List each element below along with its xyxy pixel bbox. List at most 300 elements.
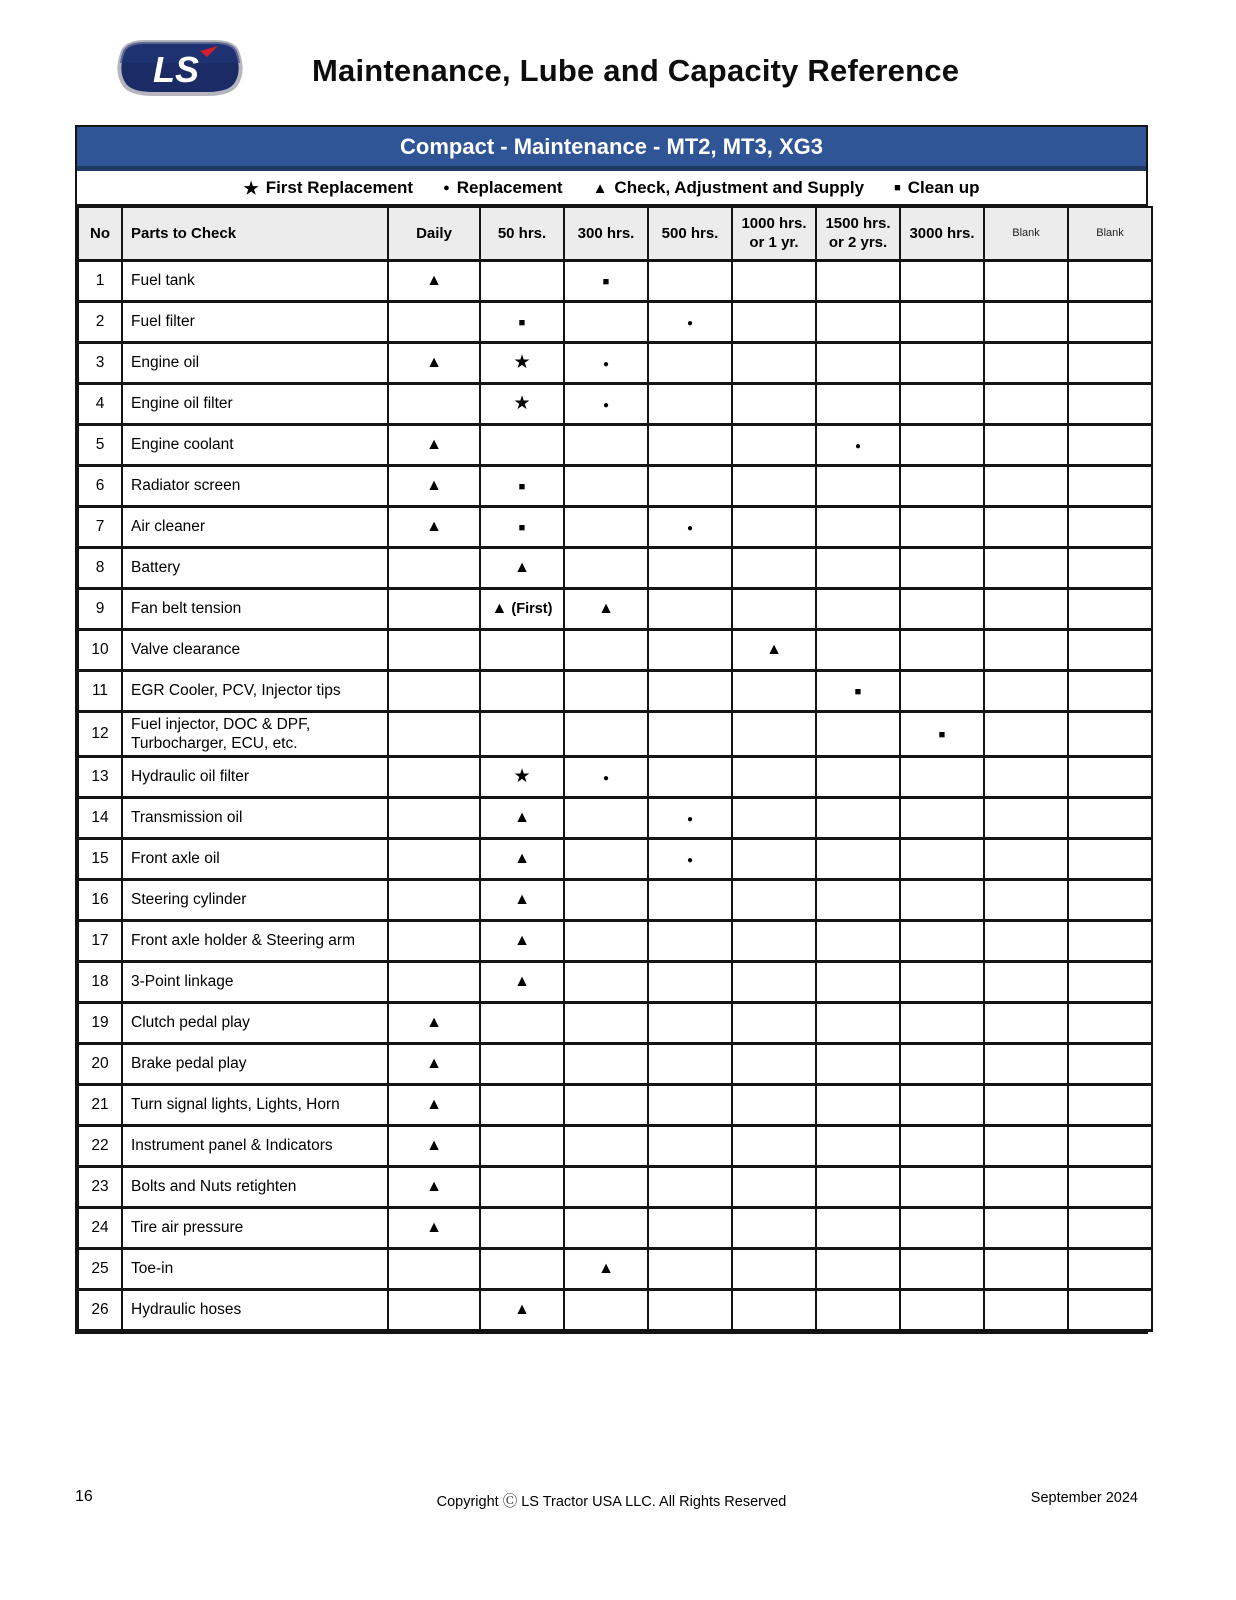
mark-cell [732, 424, 816, 465]
mark-cell [732, 1166, 816, 1207]
row-number: 16 [78, 879, 122, 920]
mark-cell [1068, 1248, 1152, 1289]
row-number: 6 [78, 465, 122, 506]
mark-cell [1068, 1207, 1152, 1248]
tri-icon: ▲ [514, 558, 530, 576]
mark-cell [480, 506, 564, 547]
mark-cell [648, 1125, 732, 1166]
col-header-50hrs: 50 hrs. [480, 207, 564, 260]
mark-cell [984, 588, 1068, 629]
mark-cell [480, 1166, 564, 1207]
mark-cell [1068, 797, 1152, 838]
part-name: Air cleaner [122, 506, 388, 547]
mark-cell [900, 797, 984, 838]
mark-cell [900, 961, 984, 1002]
row-number: 3 [78, 342, 122, 383]
mark-cell [816, 879, 900, 920]
mark-cell [732, 1084, 816, 1125]
table-row [78, 879, 1152, 920]
mark-cell [900, 1125, 984, 1166]
mark-cell [388, 1248, 480, 1289]
table-title: Compact - Maintenance - MT2, MT3, XG3 [77, 127, 1146, 171]
mark-cell [816, 797, 900, 838]
part-name: Battery [122, 547, 388, 588]
mark-cell [900, 383, 984, 424]
mark-cell [648, 920, 732, 961]
mark-cell [900, 920, 984, 961]
mark-cell [732, 797, 816, 838]
mark-cell [388, 670, 480, 711]
mark-cell [564, 920, 648, 961]
table-row [78, 756, 1152, 797]
mark-cell [388, 383, 480, 424]
mark-note: (First) [507, 600, 553, 617]
row-number: 12 [78, 711, 122, 756]
mark-cell [984, 506, 1068, 547]
star-icon: ★ [513, 765, 531, 787]
mark-cell [900, 506, 984, 547]
header-row [78, 207, 1152, 260]
col-header-blank-2: Blank [1068, 207, 1152, 260]
mark-cell [1068, 383, 1152, 424]
mark-cell [564, 961, 648, 1002]
mark-cell [984, 260, 1068, 301]
mark-cell [732, 383, 816, 424]
mark-cell [648, 260, 732, 301]
dot-icon: ● [602, 358, 610, 370]
star-icon: ★ [243, 178, 259, 198]
row-number: 5 [78, 424, 122, 465]
mark-cell [388, 1002, 480, 1043]
col-header-blank-1: Blank [984, 207, 1068, 260]
table-row [78, 629, 1152, 670]
tri-icon: ▲ [491, 599, 508, 617]
mark-cell [480, 260, 564, 301]
mark-cell [1068, 961, 1152, 1002]
mark-cell [816, 465, 900, 506]
mark-cell [480, 1084, 564, 1125]
mark-cell [388, 547, 480, 588]
mark-cell [388, 629, 480, 670]
ls-logo-icon [110, 38, 250, 98]
legend-label: Replacement [456, 178, 563, 197]
mark-cell [732, 670, 816, 711]
mark-cell [648, 838, 732, 879]
mark-cell [648, 588, 732, 629]
part-name: Fuel filter [122, 301, 388, 342]
table-row [78, 1125, 1152, 1166]
mark-cell [900, 670, 984, 711]
mark-cell [564, 1166, 648, 1207]
part-name: Engine oil filter [122, 383, 388, 424]
mark-cell [648, 1043, 732, 1084]
mark-cell [816, 1248, 900, 1289]
row-number: 25 [78, 1248, 122, 1289]
part-name: Transmission oil [122, 797, 388, 838]
mark-cell [984, 1002, 1068, 1043]
mark-cell [732, 465, 816, 506]
mark-cell [648, 383, 732, 424]
table-row [78, 506, 1152, 547]
mark-cell [480, 1043, 564, 1084]
mark-cell [388, 301, 480, 342]
mark-cell [648, 547, 732, 588]
sq-icon: ■ [602, 275, 610, 288]
table-row [78, 1084, 1152, 1125]
part-name: Engine oil [122, 342, 388, 383]
row-number: 15 [78, 838, 122, 879]
mark-cell [984, 424, 1068, 465]
mark-cell [1068, 588, 1152, 629]
mark-cell [1068, 342, 1152, 383]
mark-cell [732, 1043, 816, 1084]
mark-cell [1068, 1002, 1152, 1043]
mark-cell [388, 879, 480, 920]
dot-icon: ● [854, 440, 862, 452]
part-name: Hydraulic hoses [122, 1289, 388, 1330]
mark-cell [388, 797, 480, 838]
mark-cell [1068, 1125, 1152, 1166]
table-row [78, 711, 1152, 756]
legend-label: First Replacement [265, 178, 414, 197]
mark-cell [564, 1002, 648, 1043]
dot-icon: ● [686, 854, 694, 866]
mark-cell [816, 1166, 900, 1207]
mark-cell [1068, 711, 1152, 756]
legend-label: Clean up [907, 178, 980, 197]
mark-cell [732, 1125, 816, 1166]
row-number: 7 [78, 506, 122, 547]
tri-icon: ▲ [426, 1218, 442, 1236]
mark-cell [648, 1084, 732, 1125]
mark-cell [816, 1125, 900, 1166]
tri-icon: ▲ [514, 849, 530, 867]
mark-cell [816, 711, 900, 756]
mark-cell [564, 797, 648, 838]
legend-item-check [593, 178, 865, 198]
mark-cell [564, 1084, 648, 1125]
mark-cell [648, 1289, 732, 1330]
mark-cell [480, 838, 564, 879]
mark-cell [732, 547, 816, 588]
table-row [78, 588, 1152, 629]
mark-cell [388, 1125, 480, 1166]
mark-cell [984, 383, 1068, 424]
table-row [78, 1043, 1152, 1084]
row-number: 19 [78, 1002, 122, 1043]
mark-cell [732, 506, 816, 547]
tri-icon: ▲ [426, 1136, 442, 1154]
mark-cell [388, 711, 480, 756]
mark-cell [900, 1043, 984, 1084]
tri-icon: ▲ [514, 931, 530, 949]
mark-cell [480, 711, 564, 756]
sq-icon: ■ [854, 685, 862, 698]
mark-cell [732, 1207, 816, 1248]
row-number: 10 [78, 629, 122, 670]
mark-cell [984, 465, 1068, 506]
legend-item-replacement [443, 178, 562, 198]
col-header-1500hrs: 1500 hrs. or 2 yrs. [816, 207, 900, 260]
square-icon: ■ [894, 181, 901, 194]
tri-icon: ▲ [426, 271, 442, 289]
mark-cell [480, 547, 564, 588]
dot-icon: ● [686, 813, 694, 825]
part-name: Front axle holder & Steering arm [122, 920, 388, 961]
maintenance-schedule-grid [77, 206, 1153, 1332]
legend [77, 171, 1146, 206]
tri-icon: ▲ [514, 808, 530, 826]
part-name: Valve clearance [122, 629, 388, 670]
mark-cell [732, 961, 816, 1002]
mark-cell [816, 670, 900, 711]
part-name: Steering cylinder [122, 879, 388, 920]
mark-cell [480, 797, 564, 838]
mark-cell [648, 797, 732, 838]
mark-cell [732, 1002, 816, 1043]
legend-item-cleanup [894, 178, 979, 198]
mark-cell [816, 961, 900, 1002]
mark-cell [480, 588, 564, 629]
ls-logo [110, 38, 250, 103]
mark-cell [984, 547, 1068, 588]
sq-icon: ■ [518, 480, 526, 493]
table-row [78, 1207, 1152, 1248]
mark-cell [816, 1084, 900, 1125]
table-row [78, 1289, 1152, 1330]
mark-cell [732, 629, 816, 670]
mark-cell [564, 588, 648, 629]
sq-icon: ■ [518, 521, 526, 534]
mark-cell [900, 1084, 984, 1125]
mark-cell [564, 301, 648, 342]
col-header-300hrs: 300 hrs. [564, 207, 648, 260]
mark-cell [388, 342, 480, 383]
mark-cell [388, 1043, 480, 1084]
part-name: Hydraulic oil filter [122, 756, 388, 797]
dot-icon: ● [686, 522, 694, 534]
tri-icon: ▲ [426, 1177, 442, 1195]
mark-cell [900, 465, 984, 506]
mark-cell [1068, 260, 1152, 301]
legend-item-first-replacement [243, 178, 413, 198]
mark-cell [480, 383, 564, 424]
mark-cell [900, 629, 984, 670]
part-name: Radiator screen [122, 465, 388, 506]
mark-cell [388, 1207, 480, 1248]
mark-cell [648, 1248, 732, 1289]
mark-cell [564, 260, 648, 301]
mark-cell [564, 1289, 648, 1330]
logo-text: LS [152, 49, 200, 90]
mark-cell [388, 424, 480, 465]
mark-cell [1068, 670, 1152, 711]
mark-cell [984, 711, 1068, 756]
mark-cell [900, 1248, 984, 1289]
mark-cell [388, 756, 480, 797]
table-row [78, 961, 1152, 1002]
mark-cell [1068, 547, 1152, 588]
part-name: Toe-in [122, 1248, 388, 1289]
mark-cell [984, 756, 1068, 797]
footer-date: September 2024 [1030, 1490, 1138, 1506]
mark-cell [388, 1289, 480, 1330]
page-header [110, 38, 1148, 103]
table-row [78, 424, 1152, 465]
maintenance-table [75, 125, 1148, 1334]
table-row [78, 465, 1152, 506]
mark-cell [900, 547, 984, 588]
mark-cell [648, 670, 732, 711]
mark-cell [732, 260, 816, 301]
table-row [78, 301, 1152, 342]
mark-cell [984, 1084, 1068, 1125]
sq-icon: ■ [518, 316, 526, 329]
mark-cell [984, 670, 1068, 711]
tri-icon: ▲ [598, 1259, 614, 1277]
table-row [78, 383, 1152, 424]
dot-icon: ● [602, 772, 610, 784]
copyright-text: Copyright Ⓒ LS Tractor USA LLC. All Rights Reserved [436, 1494, 787, 1510]
mark-cell [816, 342, 900, 383]
mark-cell [984, 838, 1068, 879]
mark-cell [984, 879, 1068, 920]
mark-cell [648, 961, 732, 1002]
mark-cell [648, 629, 732, 670]
mark-cell [900, 588, 984, 629]
mark-cell [900, 260, 984, 301]
mark-cell [480, 424, 564, 465]
mark-cell [816, 506, 900, 547]
mark-cell [1068, 879, 1152, 920]
col-header-no: No [78, 207, 122, 260]
mark-cell [648, 506, 732, 547]
part-name: Fuel injector, DOC & DPF, Turbocharger, ECU, etc. [122, 711, 388, 756]
mark-cell [732, 879, 816, 920]
table-row [78, 1248, 1152, 1289]
mark-cell [816, 838, 900, 879]
mark-cell [648, 342, 732, 383]
part-name: Tire air pressure [122, 1207, 388, 1248]
row-number: 8 [78, 547, 122, 588]
mark-cell [900, 1166, 984, 1207]
mark-cell [732, 756, 816, 797]
mark-cell [1068, 424, 1152, 465]
row-number: 22 [78, 1125, 122, 1166]
tri-icon: ▲ [514, 890, 530, 908]
mark-cell [1068, 1166, 1152, 1207]
mark-cell [900, 1002, 984, 1043]
table-row [78, 1166, 1152, 1207]
mark-cell [984, 1207, 1068, 1248]
mark-cell [984, 1166, 1068, 1207]
mark-cell [816, 588, 900, 629]
mark-cell [984, 961, 1068, 1002]
mark-cell [984, 1125, 1068, 1166]
row-number: 2 [78, 301, 122, 342]
mark-cell [732, 1289, 816, 1330]
mark-cell [900, 1289, 984, 1330]
mark-cell [480, 1289, 564, 1330]
table-row [78, 838, 1152, 879]
mark-cell [816, 383, 900, 424]
mark-cell [564, 465, 648, 506]
table-row [78, 797, 1152, 838]
mark-cell [564, 838, 648, 879]
mark-cell [564, 756, 648, 797]
mark-cell [564, 1207, 648, 1248]
mark-cell [564, 506, 648, 547]
tri-icon: ▲ [426, 435, 442, 453]
mark-cell [1068, 838, 1152, 879]
mark-cell [480, 879, 564, 920]
mark-cell [1068, 1084, 1152, 1125]
mark-cell [984, 301, 1068, 342]
mark-cell [388, 1166, 480, 1207]
mark-cell [732, 920, 816, 961]
mark-cell [480, 670, 564, 711]
mark-cell [564, 670, 648, 711]
tri-icon: ▲ [426, 1054, 442, 1072]
mark-cell [816, 629, 900, 670]
tri-icon: ▲ [426, 353, 442, 371]
mark-cell [816, 756, 900, 797]
mark-cell [984, 1043, 1068, 1084]
part-name: Front axle oil [122, 838, 388, 879]
part-name: Turn signal lights, Lights, Horn [122, 1084, 388, 1125]
mark-cell [480, 961, 564, 1002]
part-name: 3-Point linkage [122, 961, 388, 1002]
mark-cell [388, 920, 480, 961]
mark-cell [564, 424, 648, 465]
mark-cell [480, 1207, 564, 1248]
part-name: Fuel tank [122, 260, 388, 301]
tri-icon: ▲ [426, 1095, 442, 1113]
mark-cell [648, 756, 732, 797]
row-number: 4 [78, 383, 122, 424]
mark-cell [648, 424, 732, 465]
col-header-1000hrs: 1000 hrs. or 1 yr. [732, 207, 816, 260]
mark-cell [564, 383, 648, 424]
mark-cell [648, 711, 732, 756]
mark-cell [900, 838, 984, 879]
mark-cell [564, 629, 648, 670]
mark-cell [480, 301, 564, 342]
table-row [78, 920, 1152, 961]
mark-cell [900, 424, 984, 465]
mark-cell [816, 920, 900, 961]
mark-cell [480, 1002, 564, 1043]
row-number: 20 [78, 1043, 122, 1084]
mark-cell [480, 756, 564, 797]
mark-cell [1068, 920, 1152, 961]
mark-cell [648, 879, 732, 920]
row-number: 26 [78, 1289, 122, 1330]
mark-cell [900, 879, 984, 920]
part-name: Brake pedal play [122, 1043, 388, 1084]
mark-cell [984, 1248, 1068, 1289]
mark-cell [816, 547, 900, 588]
mark-cell [388, 465, 480, 506]
legend-label: Check, Adjustment and Supply [614, 178, 865, 197]
part-name: Engine coolant [122, 424, 388, 465]
tri-icon: ▲ [598, 599, 614, 617]
mark-cell [732, 342, 816, 383]
part-name: Fan belt tension [122, 588, 388, 629]
mark-cell [648, 301, 732, 342]
mark-cell [732, 301, 816, 342]
dot-icon: ● [686, 317, 694, 329]
